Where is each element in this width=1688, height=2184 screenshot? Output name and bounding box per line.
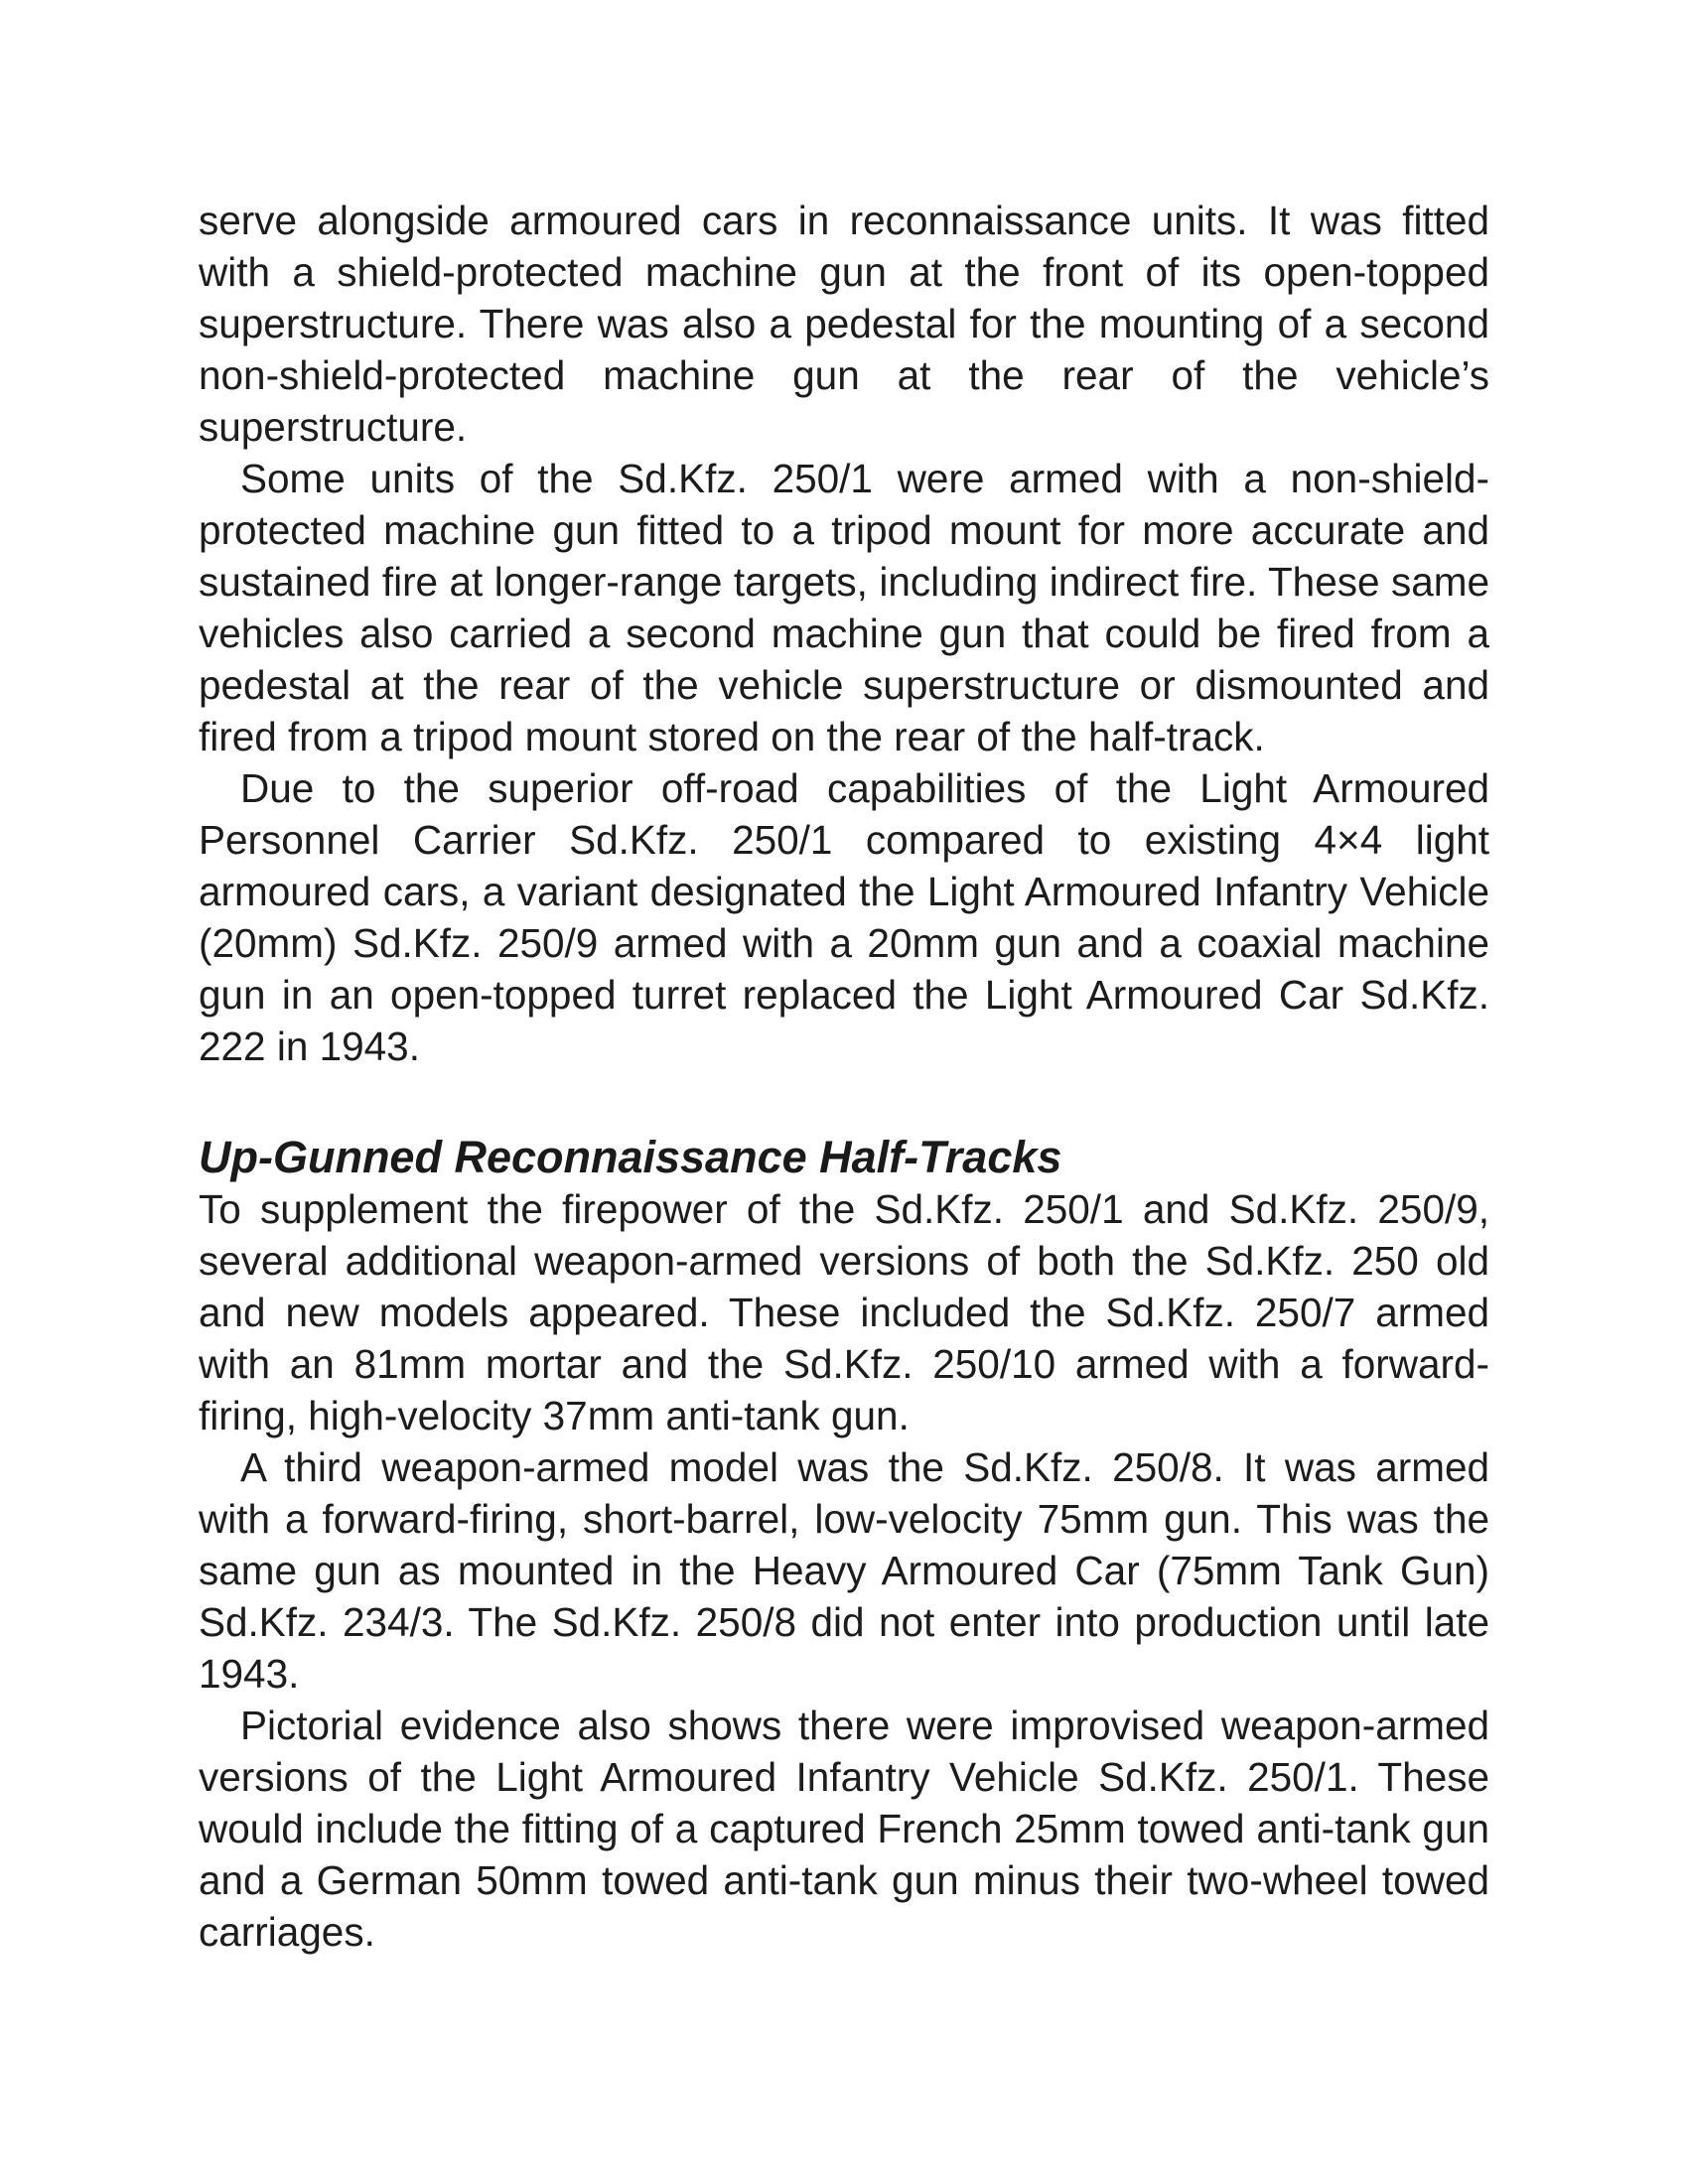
paragraph-tripod-mount: Some units of the Sd.Kfz. 250/1 were armed with a non-shield-protected machine gun fitted to a tripod mount for more accurate and sustained fire at longer-range targets, including indirect fire. These same vehicles also carried a second machine gun that could be fired from a pedestal at the rear of the vehicle superstructure or dismounted and fired from a tripod mount stored on the rear of the half-track. — [199, 456, 1489, 759]
paragraph-sdkfz-250-8: A third weapon-armed model was the Sd.Kfz. 250/8. It was armed with a forward-firing, short-barrel, low-velocity 75mm gun. This was the same gun as mounted in the Heavy Armoured Car (75mm Tank Gun) Sd.Kfz. 234/3. The Sd.Kfz. 250/8 did not enter into production until late 1943. — [199, 1444, 1489, 1697]
page-body — [199, 195, 1489, 1958]
section-heading: Up-Gunned Reconnaissance Half-Tracks — [199, 1132, 1062, 1182]
paragraph-supplement-firepower: To supplement the firepower of the Sd.Kfz. 250/1 and Sd.Kfz. 250/9, several additional weapon-armed versions of both the Sd.Kfz. 250 old and new models appeared. These included the Sd.Kfz. 250/7 armed with an 81mm mortar and the Sd.Kfz. 250/10 armed with a forward-firing, high-velocity 37mm anti-tank gun. — [199, 1186, 1489, 1438]
paragraph-improvised-versions: Pictorial evidence also shows there were improvised weapon-armed versions of the Light Armoured Infantry Vehicle Sd.Kfz. 250/1. These would include the fitting of a captured French 25mm towed anti-tank gun and a German 50mm towed anti-tank gun minus their two-wheel towed carriages. — [199, 1703, 1489, 1955]
paragraph-sdkfz-250-9: Due to the superior off-road capabilities of the Light Armoured Personnel Carrier Sd.Kfz. 250/1 compared to existing 4×4 light armoured cars, a variant designated the Light Armoured Infantry Vehicle (20mm) Sd.Kfz. 250/9 armed with a 20mm gun and a coaxial machine gun in an open-topped turret replaced the Light Armoured Car Sd.Kfz. 222 in 1943. — [199, 765, 1489, 1069]
paragraph-continuation: serve alongside armoured cars in reconnaissance units. It was fitted with a shield-protected machine gun at the front of its open-topped superstructure. There was also a pedestal for the mounting of a second non-shield-protected machine gun at the rear of the vehicle’s superstructure. — [199, 198, 1489, 450]
